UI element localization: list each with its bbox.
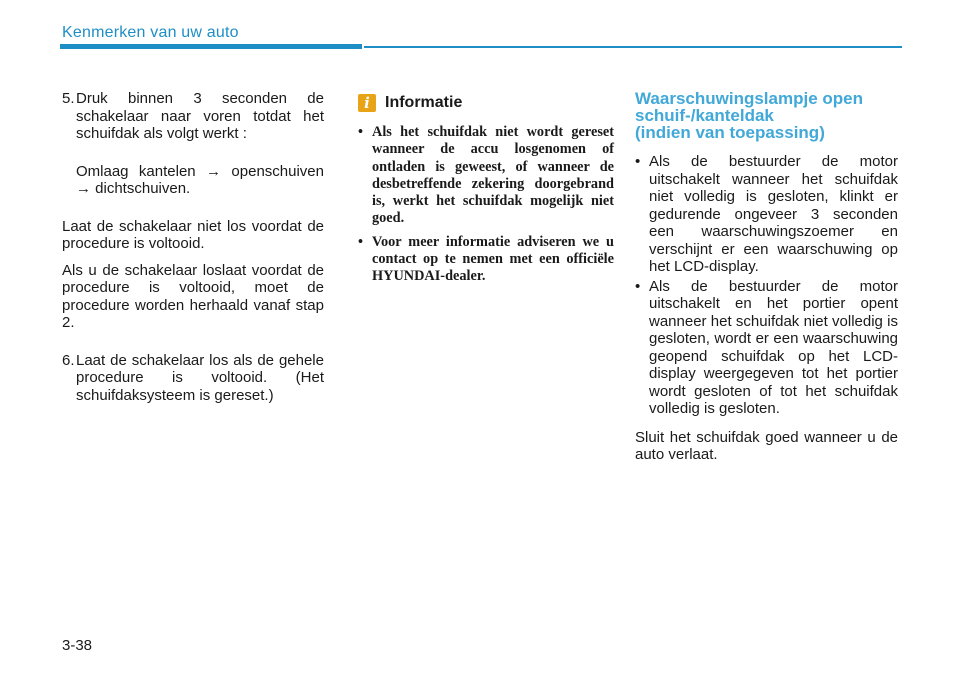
info-icon: i [358,94,376,112]
info-box [358,90,614,292]
left-column [62,90,324,404]
step-6 [62,352,324,405]
page-number: 3-38 [62,637,93,654]
paragraph-repeat-procedure: Als u de schakelaar loslaat voordat de procedure is voltooid, moet de procedure worden herhaald vanaf stap 2. [62,261,324,331]
closing-note: Sluit het schuifdak goed wanneer u de auto verlaat. [635,428,898,463]
step-5-sequence: Omlaag kantelen → openschuiven → dichtschuiven. [76,162,324,197]
warning-list-item: • Als de bestuurder de motor uitschakelt en het portier opent wanneer het schuifdak niet volledig is gesloten, wordt er een waarschuwing geopend schuifdak op het LCD-display weergegeven tot het portier wordt gesloten of tot het schuifdak volledig is gesloten. [635,277,898,417]
info-header [358,94,614,112]
info-list-item: • Voor meer informatie adviseren we u contact op te nemen met een officiële HYUNDAI-dealer. [358,233,614,285]
bullet: • [635,153,641,170]
paragraph-release-warning: Laat de schakelaar niet los voordat de procedure is voltooid. [62,217,324,252]
bullet: • [358,124,364,140]
warning-list-item: • Als de bestuurder de motor uitschakelt wanneer het schuifdak niet volledig is gesloten, klinkt er gedurende ongeveer 3 seconden een waarschuwingszoemer en verschijnt er een waarschuwing op het LCD-display. [635,153,898,275]
section-title: Waarschuwingslampje open schuif-/kanteldak (indien van toepassing) [635,89,863,142]
info-list-item: • Als het schuifdak niet wordt gereset wanneer de accu losgenomen of ontladen is geweest, of wanneer de desbetreffende zekering doorgebrand is, werkt het schuifdak mogelijk niet goed. [358,124,614,227]
step-6-text: Laat de schakelaar los als de gehele procedure is voltooid. (Het schuifdaksysteem is gereset.) [76,351,324,404]
bullet: • [358,233,364,250]
step-5-number: 5. [62,90,75,107]
right-column [635,90,898,464]
step-5 [62,90,324,143]
step-6-number: 6. [62,351,75,369]
info-title: Informatie [385,94,463,111]
warning-list [635,153,898,418]
header-rule-thin [364,46,902,48]
header-rule-thick [60,44,362,49]
step-5-text: Druk binnen 3 seconden de schakelaar naar voren totdat het schuifdak als volgt werkt : [76,90,324,142]
info-list [358,124,614,286]
bullet: • [635,277,641,295]
section-header-title: Kenmerken van uw auto [62,24,239,41]
